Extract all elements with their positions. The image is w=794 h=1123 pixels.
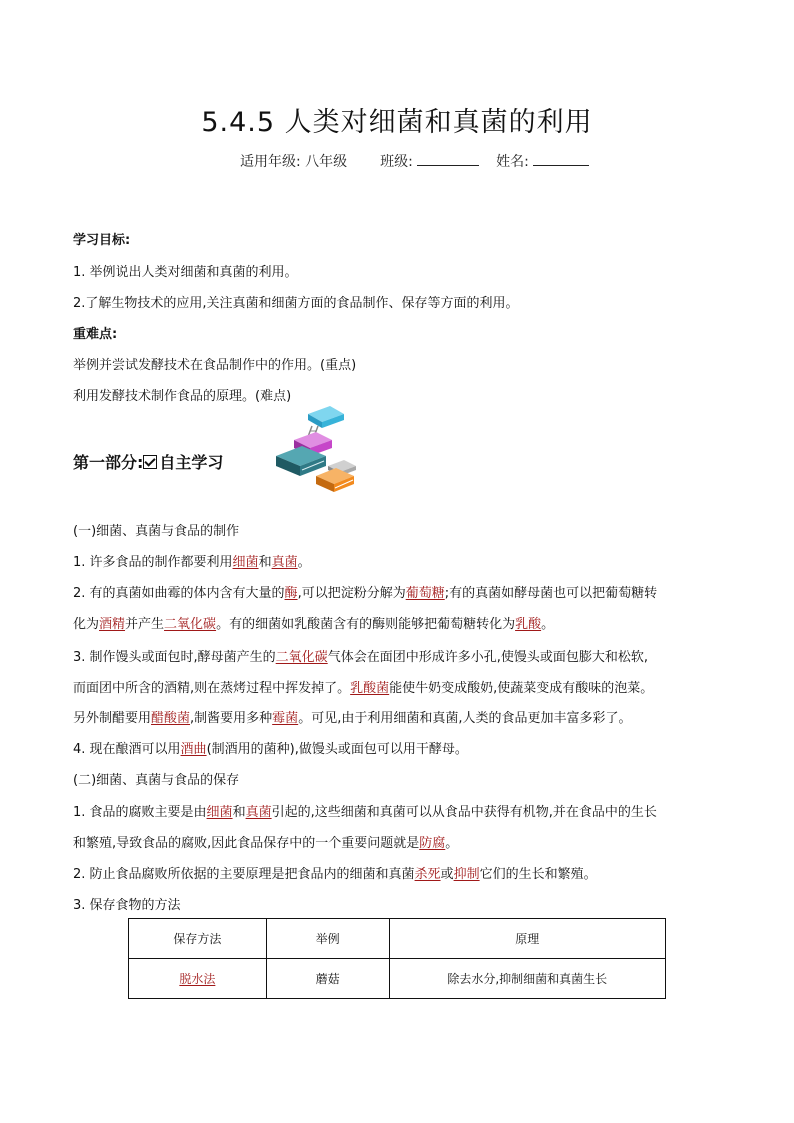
grade-label: 适用年级: 八年级 <box>240 154 348 170</box>
text: 4. 现在酿酒可以用 <box>73 742 181 757</box>
books-stack-icon <box>272 404 358 496</box>
answer-blank: 乳酸 <box>515 617 542 632</box>
text: 或 <box>440 867 454 882</box>
objective-1: 1. 举例说出人类对细菌和真菌的利用。 <box>73 265 298 280</box>
answer-blank: 酒曲 <box>180 742 207 757</box>
text: ,制酱要用多种 <box>190 711 273 726</box>
answer-blank: 抑制 <box>453 867 480 882</box>
text: 它们的生长和繁殖。 <box>479 867 597 882</box>
section1-line-2 <box>73 582 657 601</box>
table-row <box>129 959 666 999</box>
checkbox-checked-icon <box>143 455 157 469</box>
answer-blank: 醋酸菌 <box>151 711 191 726</box>
answer-blank: 酶 <box>284 586 298 601</box>
section1-line-3 <box>73 613 554 632</box>
page-title: 5.4.5 人类对细菌和真菌的利用 <box>201 107 593 138</box>
text: 1. 许多食品的制作都要利用 <box>73 555 233 570</box>
text: 。 <box>297 555 311 570</box>
section2-line-2 <box>73 832 458 851</box>
objectives-heading: 学习目标: <box>73 233 131 248</box>
answer-blank: 霉菌 <box>272 711 299 726</box>
preservation-methods-table <box>128 918 666 999</box>
text: 。 <box>445 836 459 851</box>
answer-blank: 葡萄糖 <box>405 586 445 601</box>
answer-blank: 二氧化碳 <box>275 650 328 665</box>
answer-blank: 脱水法 <box>179 972 216 986</box>
answer-blank: 乳酸菌 <box>350 681 390 696</box>
name-blank[interactable] <box>533 151 589 166</box>
text: 引起的,这些细菌和真菌可以从食品中获得有机物,并在食品中的生长 <box>271 805 657 820</box>
answer-blank: 真菌 <box>245 805 272 820</box>
key-point-2: 利用发酵技术制作食品的原理。(难点) <box>73 389 292 404</box>
text: 1. 食品的腐败主要是由 <box>73 805 207 820</box>
text: 而面团中所含的酒精,则在蒸烤过程中挥发掉了。 <box>73 681 351 696</box>
section1-line-1 <box>73 551 311 570</box>
student-info-line <box>240 151 589 171</box>
section1-line-7 <box>73 738 468 757</box>
section2-line-3 <box>73 863 597 882</box>
part1-label: 第一部分: <box>73 453 144 472</box>
section1-line-5 <box>73 677 653 696</box>
answer-blank: 防腐 <box>419 836 446 851</box>
answer-blank: 真菌 <box>271 555 298 570</box>
text: 能使牛奶变成酸奶,使蔬菜变成有酸味的泡菜。 <box>389 681 654 696</box>
section1-line-4 <box>73 646 648 665</box>
text: 并产生 <box>125 617 165 632</box>
section1-heading: (一)细菌、真菌与食品的制作 <box>73 524 240 539</box>
text: 。有的细菌如乳酸菌含有的酶则能够把葡萄糖转化为 <box>216 617 516 632</box>
name-label: 姓名: <box>496 154 529 170</box>
key-point-1: 举例并尝试发酵技术在食品制作中的作用。(重点) <box>73 358 357 373</box>
text: ;有的真菌如酵母菌也可以把葡萄糖转 <box>444 586 658 601</box>
answer-blank: 酒精 <box>99 617 126 632</box>
section1-line-6 <box>73 707 631 726</box>
class-label: 班级: <box>380 154 413 170</box>
table-cell-method <box>129 959 267 999</box>
table-header-cell: 举例 <box>266 919 389 959</box>
table-header-cell: 保存方法 <box>129 919 267 959</box>
text: 3. 制作馒头或面包时,酵母菌产生的 <box>73 650 276 665</box>
section2-line-4: 3. 保存食物的方法 <box>73 898 181 913</box>
table-cell-example: 蘑菇 <box>266 959 389 999</box>
class-blank[interactable] <box>417 151 479 166</box>
table-header-cell: 原理 <box>389 919 666 959</box>
text: (制酒用的菌种),做馒头或面包可以用干酵母。 <box>206 742 468 757</box>
text: 。可见,由于利用细菌和真菌,人类的食品更加丰富多彩了。 <box>298 711 632 726</box>
table-cell-principle: 除去水分,抑制细菌和真菌生长 <box>389 959 666 999</box>
section2-line-1 <box>73 801 657 820</box>
text: 气体会在面团中形成许多小孔,使馒头或面包膨大和松软, <box>327 650 648 665</box>
text: 2. 防止食品腐败所依据的主要原理是把食品内的细菌和真菌 <box>73 867 415 882</box>
key-points-heading: 重难点: <box>73 327 118 342</box>
answer-blank: 二氧化碳 <box>164 617 217 632</box>
part1-checkbox-label: 自主学习 <box>159 453 224 472</box>
text: 和 <box>258 555 272 570</box>
text: 化为 <box>73 617 100 632</box>
objective-2: 2.了解生物技术的应用,关注真菌和细菌方面的食品制作、保存等方面的利用。 <box>73 296 519 311</box>
text: 。 <box>541 617 555 632</box>
section2-heading: (二)细菌、真菌与食品的保存 <box>73 773 240 788</box>
text: 2. 有的真菌如曲霉的体内含有大量的 <box>73 586 285 601</box>
text: 和 <box>232 805 246 820</box>
text: 另外制醋要用 <box>73 711 152 726</box>
answer-blank: 杀死 <box>414 867 441 882</box>
part1-title <box>73 450 223 473</box>
table-header-row <box>129 919 666 959</box>
answer-blank: 细菌 <box>206 805 233 820</box>
text: ,可以把淀粉分解为 <box>297 586 406 601</box>
answer-blank: 细菌 <box>232 555 259 570</box>
text: 和繁殖,导致食品的腐败,因此食品保存中的一个重要问题就是 <box>73 836 420 851</box>
